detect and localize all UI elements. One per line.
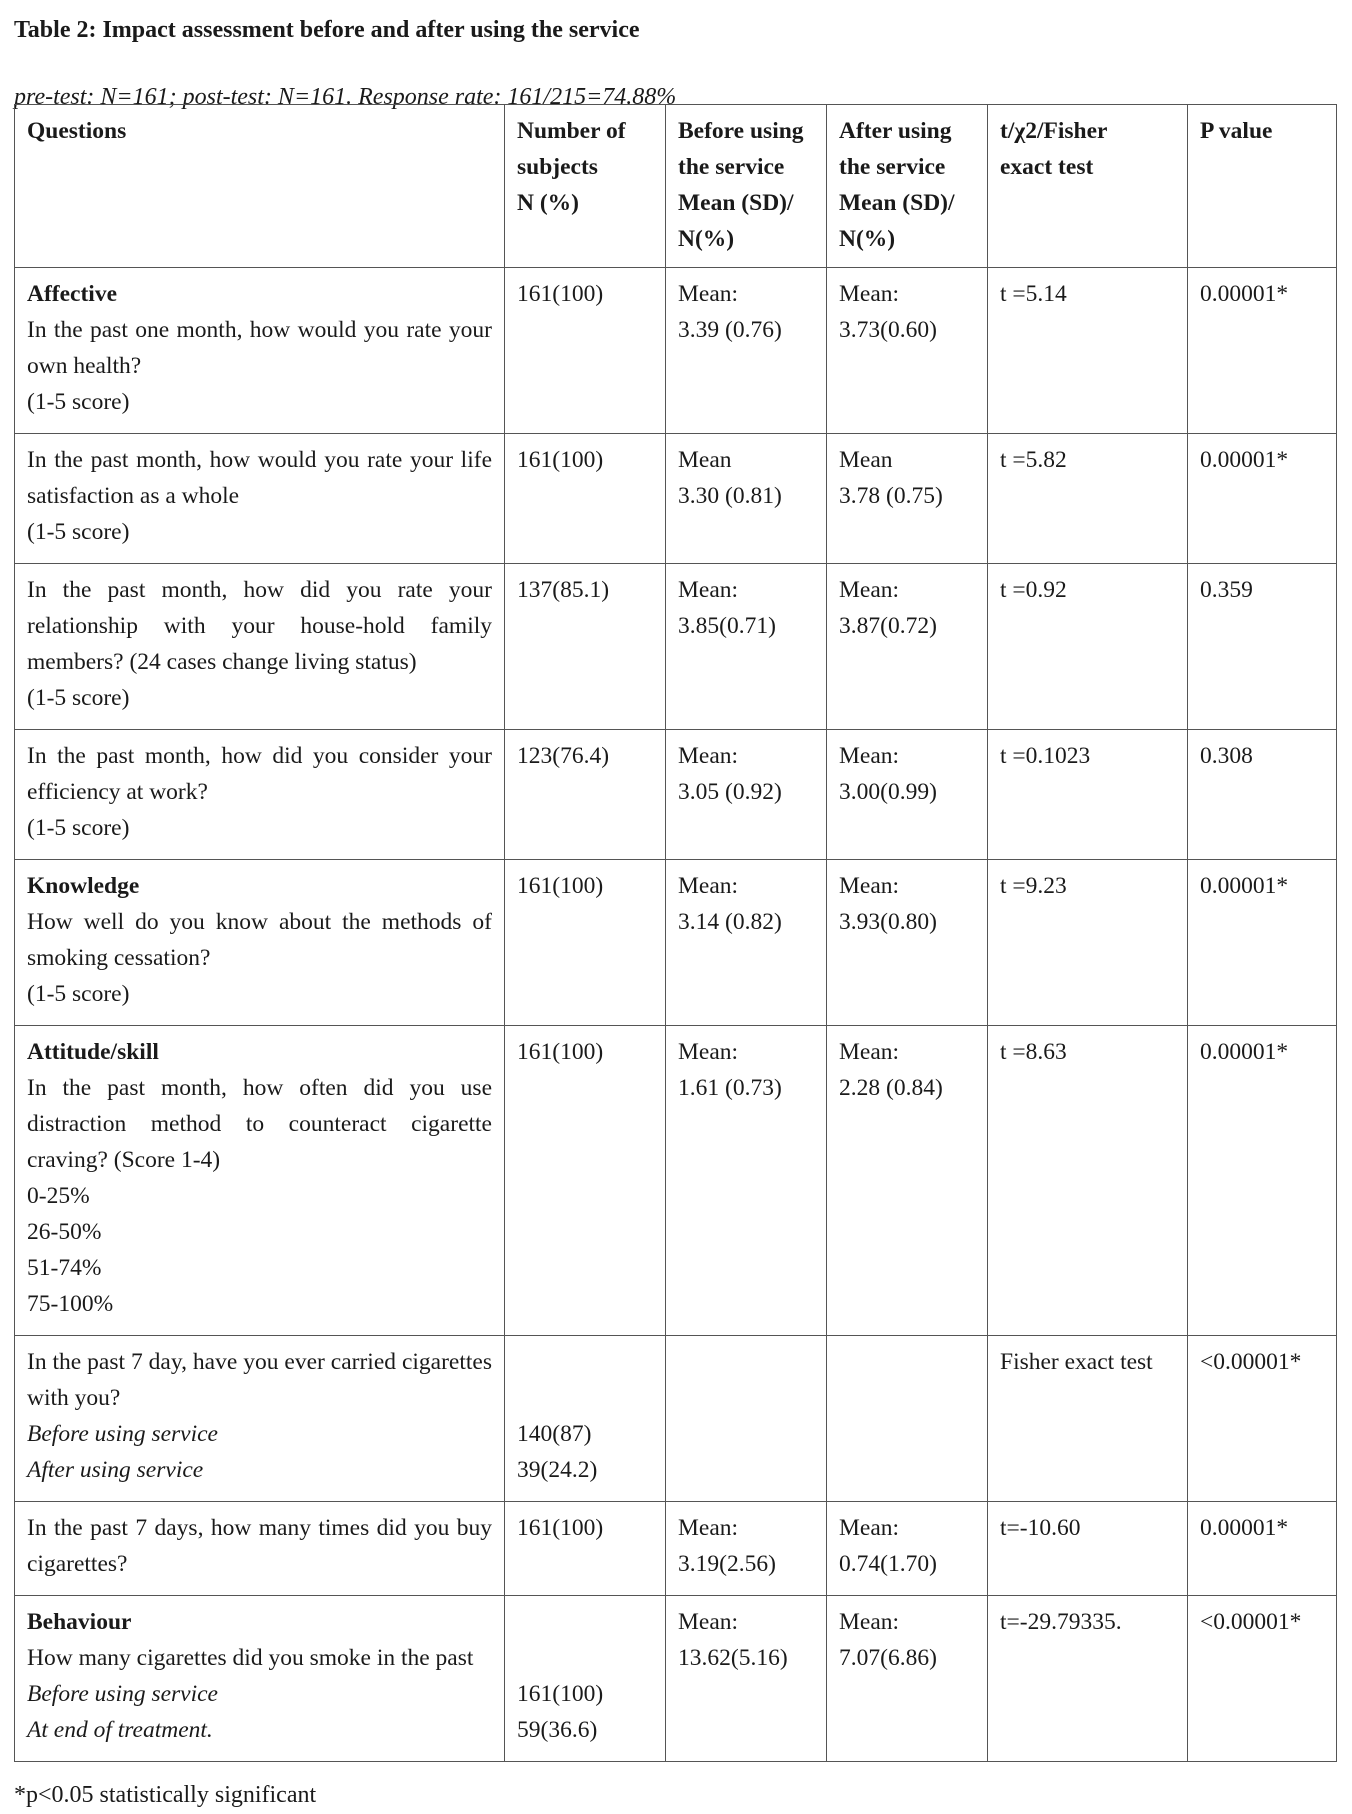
before-cell: Mean: 3.19(2.56) (666, 1502, 827, 1596)
before-cell: Mean: 3.85(0.71) (666, 564, 827, 730)
category-label: Affective (27, 281, 118, 307)
question-cell: Knowledge How well do you know about the methods of smoking cessation? (1-5 score) (15, 860, 505, 1026)
table-row (15, 1596, 1337, 1762)
option-label: 0-25% (27, 1183, 90, 1209)
after-cell: Mean: 0.74(1.70) (827, 1502, 988, 1596)
footnote: *p<0.05 statistically significant (14, 1782, 317, 1808)
question-cell: In the past 7 days, how many times did you buy cigarettes? (15, 1502, 505, 1596)
document-page (14, 12, 1338, 1808)
n-cell: 123(76.4) (505, 730, 666, 860)
table-row (15, 268, 1337, 434)
table-subtitle: pre-test: N=161; post-test: N=161. Response rate: 161/215=74.88% (14, 84, 677, 110)
table-row (15, 860, 1337, 1026)
category-label: Attitude/skill (27, 1039, 159, 1065)
p-cell: 0.00001* (1188, 1026, 1337, 1336)
test-cell: t =5.82 (988, 434, 1188, 564)
before-cell: Mean: 3.39 (0.76) (666, 268, 827, 434)
impact-assessment-table (14, 104, 1337, 1762)
p-cell: 0.00001* (1188, 434, 1337, 564)
before-cell: Mean: 13.62(5.16) (666, 1596, 827, 1762)
before-cell: Mean: 3.05 (0.92) (666, 730, 827, 860)
question-cell: In the past month, how did you rate your relationship with your house-hold family members? (24 cases change living status) (1-5 score) (15, 564, 505, 730)
option-label: 26-50% (27, 1219, 102, 1245)
n-cell: 161(100) (505, 434, 666, 564)
before-cell: Mean: 1.61 (0.73) (666, 1026, 827, 1336)
question-cell: Behaviour How many cigarettes did you smoke in the past Before using service At end of treatment. (15, 1596, 505, 1762)
test-cell: t =0.92 (988, 564, 1188, 730)
header-after: After using the service Mean (SD)/ N(%) (827, 105, 988, 268)
after-cell: Mean: 3.93(0.80) (827, 860, 988, 1026)
p-cell: 0.00001* (1188, 860, 1337, 1026)
table-row (15, 1336, 1337, 1502)
table-row (15, 1026, 1337, 1336)
category-label: Behaviour (27, 1609, 132, 1635)
after-cell: Mean: 7.07(6.86) (827, 1596, 988, 1762)
p-cell: <0.00001* (1188, 1336, 1337, 1502)
table-title: Table 2: Impact assessment before and after using the service (14, 17, 640, 43)
question-cell: Attitude/skill In the past month, how often did you use distraction method to counteract cigarette craving? (Score 1-4) 0-25% 26-50% 51-74% 75-100% (15, 1026, 505, 1336)
test-cell: t=-29.79335. (988, 1596, 1188, 1762)
table-row (15, 1502, 1337, 1596)
before-cell (666, 1336, 827, 1502)
header-number: Number of subjects N (%) (505, 105, 666, 268)
after-cell: Mean: 3.73(0.60) (827, 268, 988, 434)
table-row (15, 564, 1337, 730)
category-label: Knowledge (27, 873, 140, 899)
before-cell: Mean: 3.14 (0.82) (666, 860, 827, 1026)
n-cell: 161(100) (505, 1502, 666, 1596)
question-cell: In the past month, how did you consider your efficiency at work? (1-5 score) (15, 730, 505, 860)
question-cell: Affective In the past one month, how would you rate your own health? (1-5 score) (15, 268, 505, 434)
test-cell: Fisher exact test (988, 1336, 1188, 1502)
header-before: Before using the service Mean (SD)/ N(%) (666, 105, 827, 268)
question-cell: In the past 7 day, have you ever carried cigarettes with you? Before using service After using service (15, 1336, 505, 1502)
option-label: 75-100% (27, 1291, 114, 1317)
n-cell: 137(85.1) (505, 564, 666, 730)
header-test: t/χ2/Fisher exact test (988, 105, 1188, 268)
question-cell: In the past month, how would you rate your life satisfaction as a whole (1-5 score) (15, 434, 505, 564)
after-cell: Mean: 3.87(0.72) (827, 564, 988, 730)
n-cell: 161(100) 59(36.6) (505, 1596, 666, 1762)
test-cell: t =0.1023 (988, 730, 1188, 860)
test-cell: t=-10.60 (988, 1502, 1188, 1596)
before-cell: Mean 3.30 (0.81) (666, 434, 827, 564)
p-cell: 0.00001* (1188, 268, 1337, 434)
header-questions: Questions (15, 105, 505, 268)
test-cell: t =9.23 (988, 860, 1188, 1026)
header-row (15, 105, 1337, 268)
n-cell: 161(100) (505, 1026, 666, 1336)
test-cell: t =5.14 (988, 268, 1188, 434)
after-cell: Mean 3.78 (0.75) (827, 434, 988, 564)
table-row (15, 434, 1337, 564)
after-cell (827, 1336, 988, 1502)
n-cell: 161(100) (505, 860, 666, 1026)
test-cell: t =8.63 (988, 1026, 1188, 1336)
table-row (15, 730, 1337, 860)
p-cell: <0.00001* (1188, 1596, 1337, 1762)
header-pvalue: P value (1188, 105, 1337, 268)
n-cell: 161(100) (505, 268, 666, 434)
p-cell: 0.308 (1188, 730, 1337, 860)
option-label: 51-74% (27, 1255, 102, 1281)
p-cell: 0.359 (1188, 564, 1337, 730)
after-cell: Mean: 3.00(0.99) (827, 730, 988, 860)
p-cell: 0.00001* (1188, 1502, 1337, 1596)
n-cell: 140(87) 39(24.2) (505, 1336, 666, 1502)
after-cell: Mean: 2.28 (0.84) (827, 1026, 988, 1336)
